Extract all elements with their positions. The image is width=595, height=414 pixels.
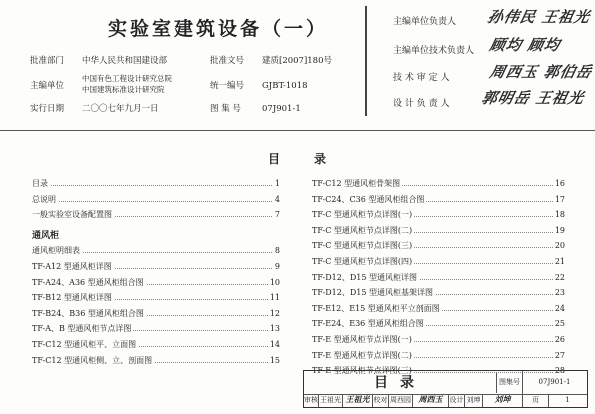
toc-section-heading: 通风柜 [32, 230, 60, 241]
toc-entry-page: 16 [554, 179, 565, 188]
toc-entry[interactable] [312, 272, 565, 283]
toc-entry[interactable] [32, 339, 280, 350]
toc-entry-page: 24 [554, 303, 565, 313]
toc-entry-label: TF-B24、B36 型通风柜组合图 [32, 308, 144, 318]
toc-entry[interactable] [312, 334, 565, 345]
reviewer-name: 王祖光 [319, 395, 343, 407]
approval-dept: 中华人民共和国建设部 [82, 56, 168, 66]
effective-date: 二〇〇七年九月一日 [82, 104, 159, 114]
toc-entry-label: TF-E 型通风柜节点详图(三) [312, 366, 412, 376]
toc-entry[interactable] [312, 178, 565, 189]
toc-entry[interactable] [312, 350, 565, 361]
header-separator [0, 130, 595, 131]
toc-entry[interactable] [32, 178, 280, 189]
toc-entry-page: 10 [269, 277, 280, 287]
toc-entry-page: 9 [274, 262, 280, 271]
toc-entry-label: TF-C 型通风柜节点详图(一) [312, 210, 413, 220]
toc-entry-label: TF-C24、C36 型通风柜组合图 [312, 194, 425, 204]
toc-entry-label: TF-A12 型通风柜详图 [32, 262, 112, 271]
toc-entry-page: 8 [274, 246, 280, 256]
toc-entry-label: TF-E24、E36 型通风柜组合图 [312, 319, 424, 329]
toc-entry[interactable] [32, 292, 280, 303]
toc-entry-page: 14 [269, 340, 280, 349]
toc-entry-page: 18 [554, 210, 565, 220]
toc-entry[interactable] [32, 261, 280, 272]
designer-name: 刘坤 [465, 395, 483, 407]
toc-entry-page: 13 [269, 324, 280, 334]
toc-entry-label: TF-C12 型通风柜平、立面图 [32, 340, 137, 349]
toc-entry-page: 22 [554, 272, 565, 282]
resp-role-1: 主编单位负责人 [393, 17, 457, 27]
toc-entry-page: 17 [554, 194, 565, 204]
title-block [303, 370, 588, 408]
designer-signature: 刘坤 [483, 395, 523, 407]
toc-entry[interactable] [32, 245, 280, 256]
editor-unit-label: 主编单位 [30, 81, 65, 91]
unified-no-label: 统一编号 [210, 81, 245, 91]
toc-entry-page: 28 [554, 366, 565, 376]
toc-entry-page: 23 [554, 288, 565, 298]
toc-entry-label: TF-C 型通风柜节点详图(二) [312, 225, 413, 235]
toc-entry-page: 11 [269, 293, 280, 303]
toc-entry[interactable] [32, 194, 280, 205]
toc-entry[interactable] [32, 209, 280, 220]
toc-entry[interactable] [32, 308, 280, 319]
toc-entry[interactable] [312, 194, 565, 205]
unified-no: GJBT-1018 [262, 81, 308, 91]
toc-entry-page: 25 [554, 319, 565, 329]
toc-entry-page: 27 [554, 350, 565, 360]
toc-entry-page: 21 [554, 257, 565, 266]
toc-entry-label: TF-B12 型通风柜详图 [32, 293, 112, 303]
toc-entry-page: 15 [269, 355, 280, 365]
resp-signature-1: 孙伟民 王祖光 [485, 8, 593, 26]
toc-entry-page: 26 [554, 335, 565, 344]
atlas-no: 07J901-1 [262, 104, 301, 114]
toc-entry-label: 总说明 [32, 194, 56, 204]
editor-unit-1: 中国有色工程设计研究总院 [82, 74, 172, 83]
toc-entry-label: 一般实验室设备配置图 [32, 210, 112, 220]
header-divider [365, 6, 367, 116]
toc-entry-page: 20 [554, 241, 565, 251]
resp-role-4: 设 计 负 责 人 [393, 99, 450, 109]
toc-entry-label: TF-E 型通风柜节点详图(一) [312, 335, 412, 344]
toc-entry[interactable] [312, 256, 565, 267]
checker-signature: 周西玉 [413, 395, 449, 407]
toc-entry-label: TF-C 型通风柜节点详图(四) [312, 257, 413, 266]
page-label: 页 [523, 395, 549, 407]
effective-date-label: 实行日期 [30, 104, 65, 114]
toc-entry[interactable] [312, 318, 565, 329]
toc-entry[interactable] [312, 303, 565, 314]
toc-entry-label: TF-C 型通风柜节点详图(三) [312, 241, 413, 251]
toc-entry[interactable] [312, 209, 565, 220]
design-label: 设计 [449, 395, 465, 407]
atlas-no-label: 图 集 号 [210, 104, 241, 114]
title-block-name: 目录 [304, 373, 497, 393]
toc-entry-label: TF-A24、A36 型通风柜组合图 [32, 277, 144, 287]
leader-dots [32, 201, 280, 202]
resp-role-3: 技 术 审 定 人 [393, 73, 450, 83]
approval-doc: 建质[2007]180号 [262, 56, 332, 66]
toc-entry-label: TF-D12、D15 型通风柜详图 [312, 272, 417, 282]
toc-entry-label: TF-A、B 型通风柜节点详图 [32, 324, 132, 334]
toc-entry-page: 19 [554, 225, 565, 235]
approval-doc-label: 批准文号 [210, 56, 245, 66]
toc-entry[interactable] [312, 240, 565, 251]
resp-signature-4: 郭明岳 王祖光 [479, 89, 587, 107]
check-label: 校对 [373, 395, 389, 407]
resp-signature-2: 顾均 顾均 [487, 36, 563, 54]
page-number: 1 [565, 396, 570, 404]
atlas-title: 实验室建筑设备（一） [108, 18, 329, 40]
review-label: 审核 [304, 395, 319, 407]
toc-entry-label: 通风柜明细表 [32, 246, 80, 256]
toc-entry-page: 12 [269, 308, 280, 318]
toc-entry-page: 1 [274, 179, 280, 188]
toc-entry-page: 7 [274, 210, 280, 220]
toc-entry-label: 目录 [32, 179, 48, 188]
toc-entry-label: TF-E 型通风柜节点详图(二) [312, 350, 412, 360]
approval-dept-label: 批准部门 [30, 56, 65, 66]
toc-entry-label: TF-D12、D15 型通风柜基架详图 [312, 288, 433, 298]
title-block-atlas-no: 07J901-1 [538, 378, 571, 386]
toc-entry-page: 4 [274, 194, 280, 204]
toc-entry[interactable] [312, 287, 565, 298]
toc-title: 目录 [268, 152, 361, 166]
toc-entry-label: TF-C12 型通风柜骨架图 [312, 179, 401, 188]
checker-name: 周西园 [389, 395, 413, 407]
resp-role-2: 主编单位技术负责人 [393, 46, 475, 56]
toc-entry[interactable] [312, 225, 565, 236]
toc-entry-label: TF-C12 型通风柜侧、立、剖面图 [32, 355, 153, 365]
toc-entry-label: TF-E12、E15 型通风柜平立剖面图 [312, 303, 440, 313]
resp-signature-3: 周西玉 郭伯岳 [487, 63, 595, 81]
title-block-atlas-label: 图集号 [497, 371, 523, 394]
toc-entry[interactable] [32, 323, 280, 334]
leader-dots [32, 185, 280, 186]
toc-entry[interactable] [32, 277, 280, 288]
editor-unit-2: 中国建筑标准设计研究院 [82, 85, 165, 94]
reviewer-signature: 王祖光 [343, 395, 373, 407]
toc-entry[interactable] [32, 355, 280, 366]
